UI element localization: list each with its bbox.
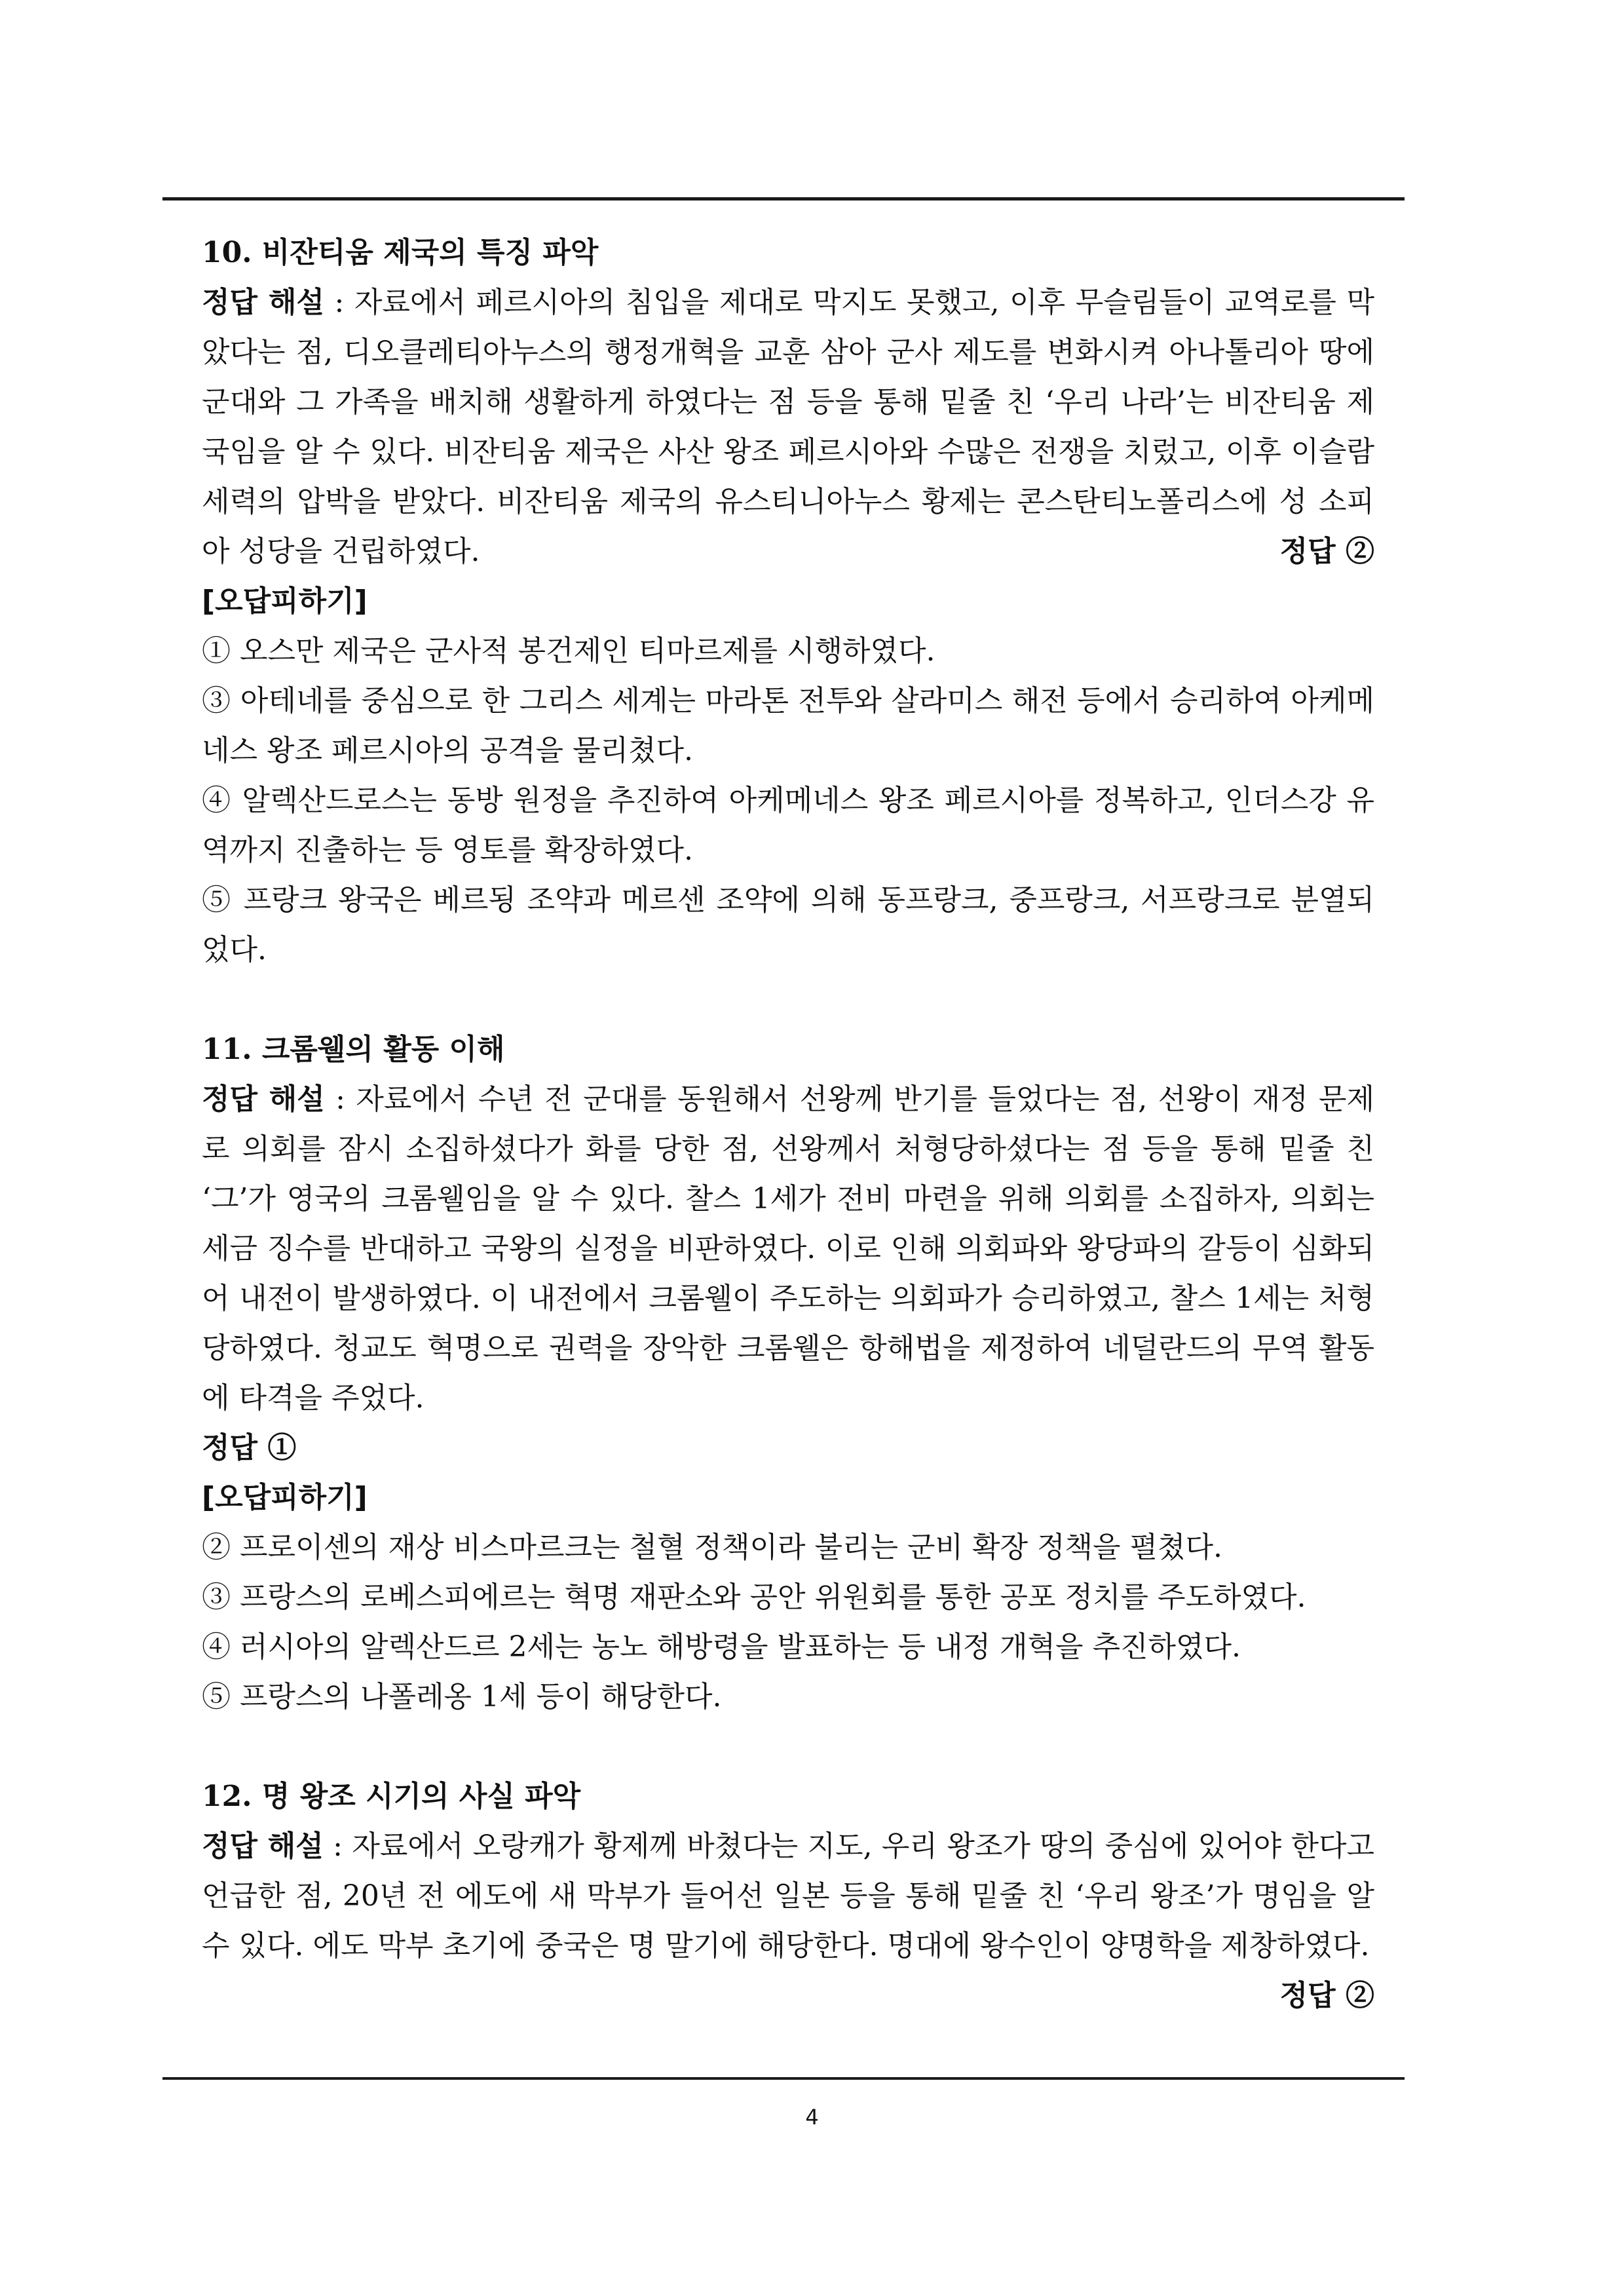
q10-lead: 정답 해설 — [202, 286, 324, 319]
footer-rule — [162, 2077, 1405, 2080]
q10-wrong-3: ③ 아테네를 중심으로 한 그리스 세계는 마라톤 전투와 살라미스 해전 등에서 승리하여 아케메네스 왕조 페르시아의 공격을 물리쳤다. — [202, 684, 1374, 767]
q11-wrong-3: ③ 프랑스의 로베스피에르는 혁명 재판소와 공안 위원회를 통한 공포 정치를 주도하였다. — [202, 1580, 1306, 1614]
q11-wrong-4: ④ 러시아의 알렉산드르 2세는 농노 해방령을 발표하는 등 내정 개혁을 추진하였다. — [202, 1630, 1241, 1664]
q10-wrong-5: ⑤ 프랑크 왕국은 베르됭 조약과 메르센 조약에 의해 동프랑크, 중프랑크, 서프랑크로 분열되었다. — [202, 883, 1374, 966]
q12-title: 12. 명 왕조 시기의 사실 파악 — [202, 1780, 581, 1813]
q11-explanation — [202, 1075, 1374, 1423]
q11-title: 11. 크롬웰의 활동 이해 — [202, 1033, 505, 1066]
section-gap — [202, 1722, 1374, 1772]
q10-explanation — [202, 278, 1374, 577]
q10-explanation-text: : 자료에서 페르시아의 침입을 제대로 막지도 못했고, 이후 무슬림들이 교역로를 막았다는 점, 디오클레티아누스의 행정개혁을 교훈 삼아 군사 제도를 변화시켜 아나톨리아 땅에 군대와 그 가족을 배치해 생활하게 하였다는 점 등을 통해 밑줄 친 ‘우리 나라’는 비잔티움 제국임을 알 수 있다. 비잔티움 제국은 사산 왕조 페르시아와 수많은 전쟁을 치렀고, 이후 이슬람 세력의 압박을 받았다. 비잔티움 제국의 유스티니아누스 황제는 콘스탄티노폴리스에 성 소피아 성당을 건립하였다. — [202, 286, 1375, 568]
q10-wrong-1: ① 오스만 제국은 군사적 봉건제인 티마르제를 시행하였다. — [202, 634, 935, 668]
q11-lead: 정답 해설 — [202, 1082, 325, 1116]
q11-wrong-2: ② 프로이센의 재상 비스마르크는 철혈 정책이라 불리는 군비 확장 정책을 펼쳤다. — [202, 1531, 1222, 1564]
q11-wrong-heading: [오답피하기] — [202, 1481, 368, 1514]
q11-explanation-text: : 자료에서 수년 전 군대를 동원해서 선왕께 반기를 들었다는 점, 선왕이 재정 문제로 의회를 잠시 소집하셨다가 화를 당한 점, 선왕께서 처형당하셨다는 점 등을 통해 밑줄 친 ‘그’가 영국의 크롬웰임을 알 수 있다. 찰스 1세가 전비 마련을 위해 의회를 소집하자, 의회는 세금 징수를 반대하고 국왕의 실정을 비판하였다. 이로 인해 의회파와 왕당파의 갈등이 심화되어 내전이 발생하였다. 이 내전에서 크롬웰이 주도하는 의회파가 승리하였고, 찰스 1세는 처형당하였다. 청교도 혁명으로 권력을 장악한 크롬웰은 항해법을 제정하여 네덜란드의 무역 활동에 타격을 주었다. — [202, 1082, 1375, 1415]
q12-lead: 정답 해설 — [202, 1829, 324, 1863]
q11-wrong-5: ⑤ 프랑스의 나폴레옹 1세 등이 해당한다. — [202, 1680, 722, 1713]
header-rule — [162, 197, 1405, 201]
q12-answer: 정답 ② — [1279, 1979, 1374, 2012]
page-number: 4 — [805, 2105, 819, 2130]
q10-answer: 정답 ② — [1279, 535, 1374, 568]
q10-wrong-heading: [오답피하기] — [202, 584, 368, 618]
q12-explanation-text: : 자료에서 오랑캐가 황제께 바쳤다는 지도, 우리 왕조가 땅의 중심에 있어야 한다고 언급한 점, 20년 전 에도에 새 막부가 들어선 일본 등을 통해 밑줄 친 ‘우리 왕조’가 명임을 알 수 있다. 에도 막부 초기에 중국은 명 말기에 해당한다. 명대에 왕수인이 양명학을 제창하였다. — [202, 1829, 1374, 1962]
q11-answer: 정답 ① — [202, 1431, 297, 1464]
section-gap — [202, 975, 1374, 1025]
answer-explanations — [202, 228, 1374, 2021]
q10-title: 10. 비잔티움 제국의 특징 파악 — [202, 236, 599, 269]
q12-explanation — [202, 1822, 1374, 2012]
q10-wrong-4: ④ 알렉산드로스는 동방 원정을 추진하여 아케메네스 왕조 페르시아를 정복하고, 인더스강 유역까지 진출하는 등 영토를 확장하였다. — [202, 784, 1374, 867]
